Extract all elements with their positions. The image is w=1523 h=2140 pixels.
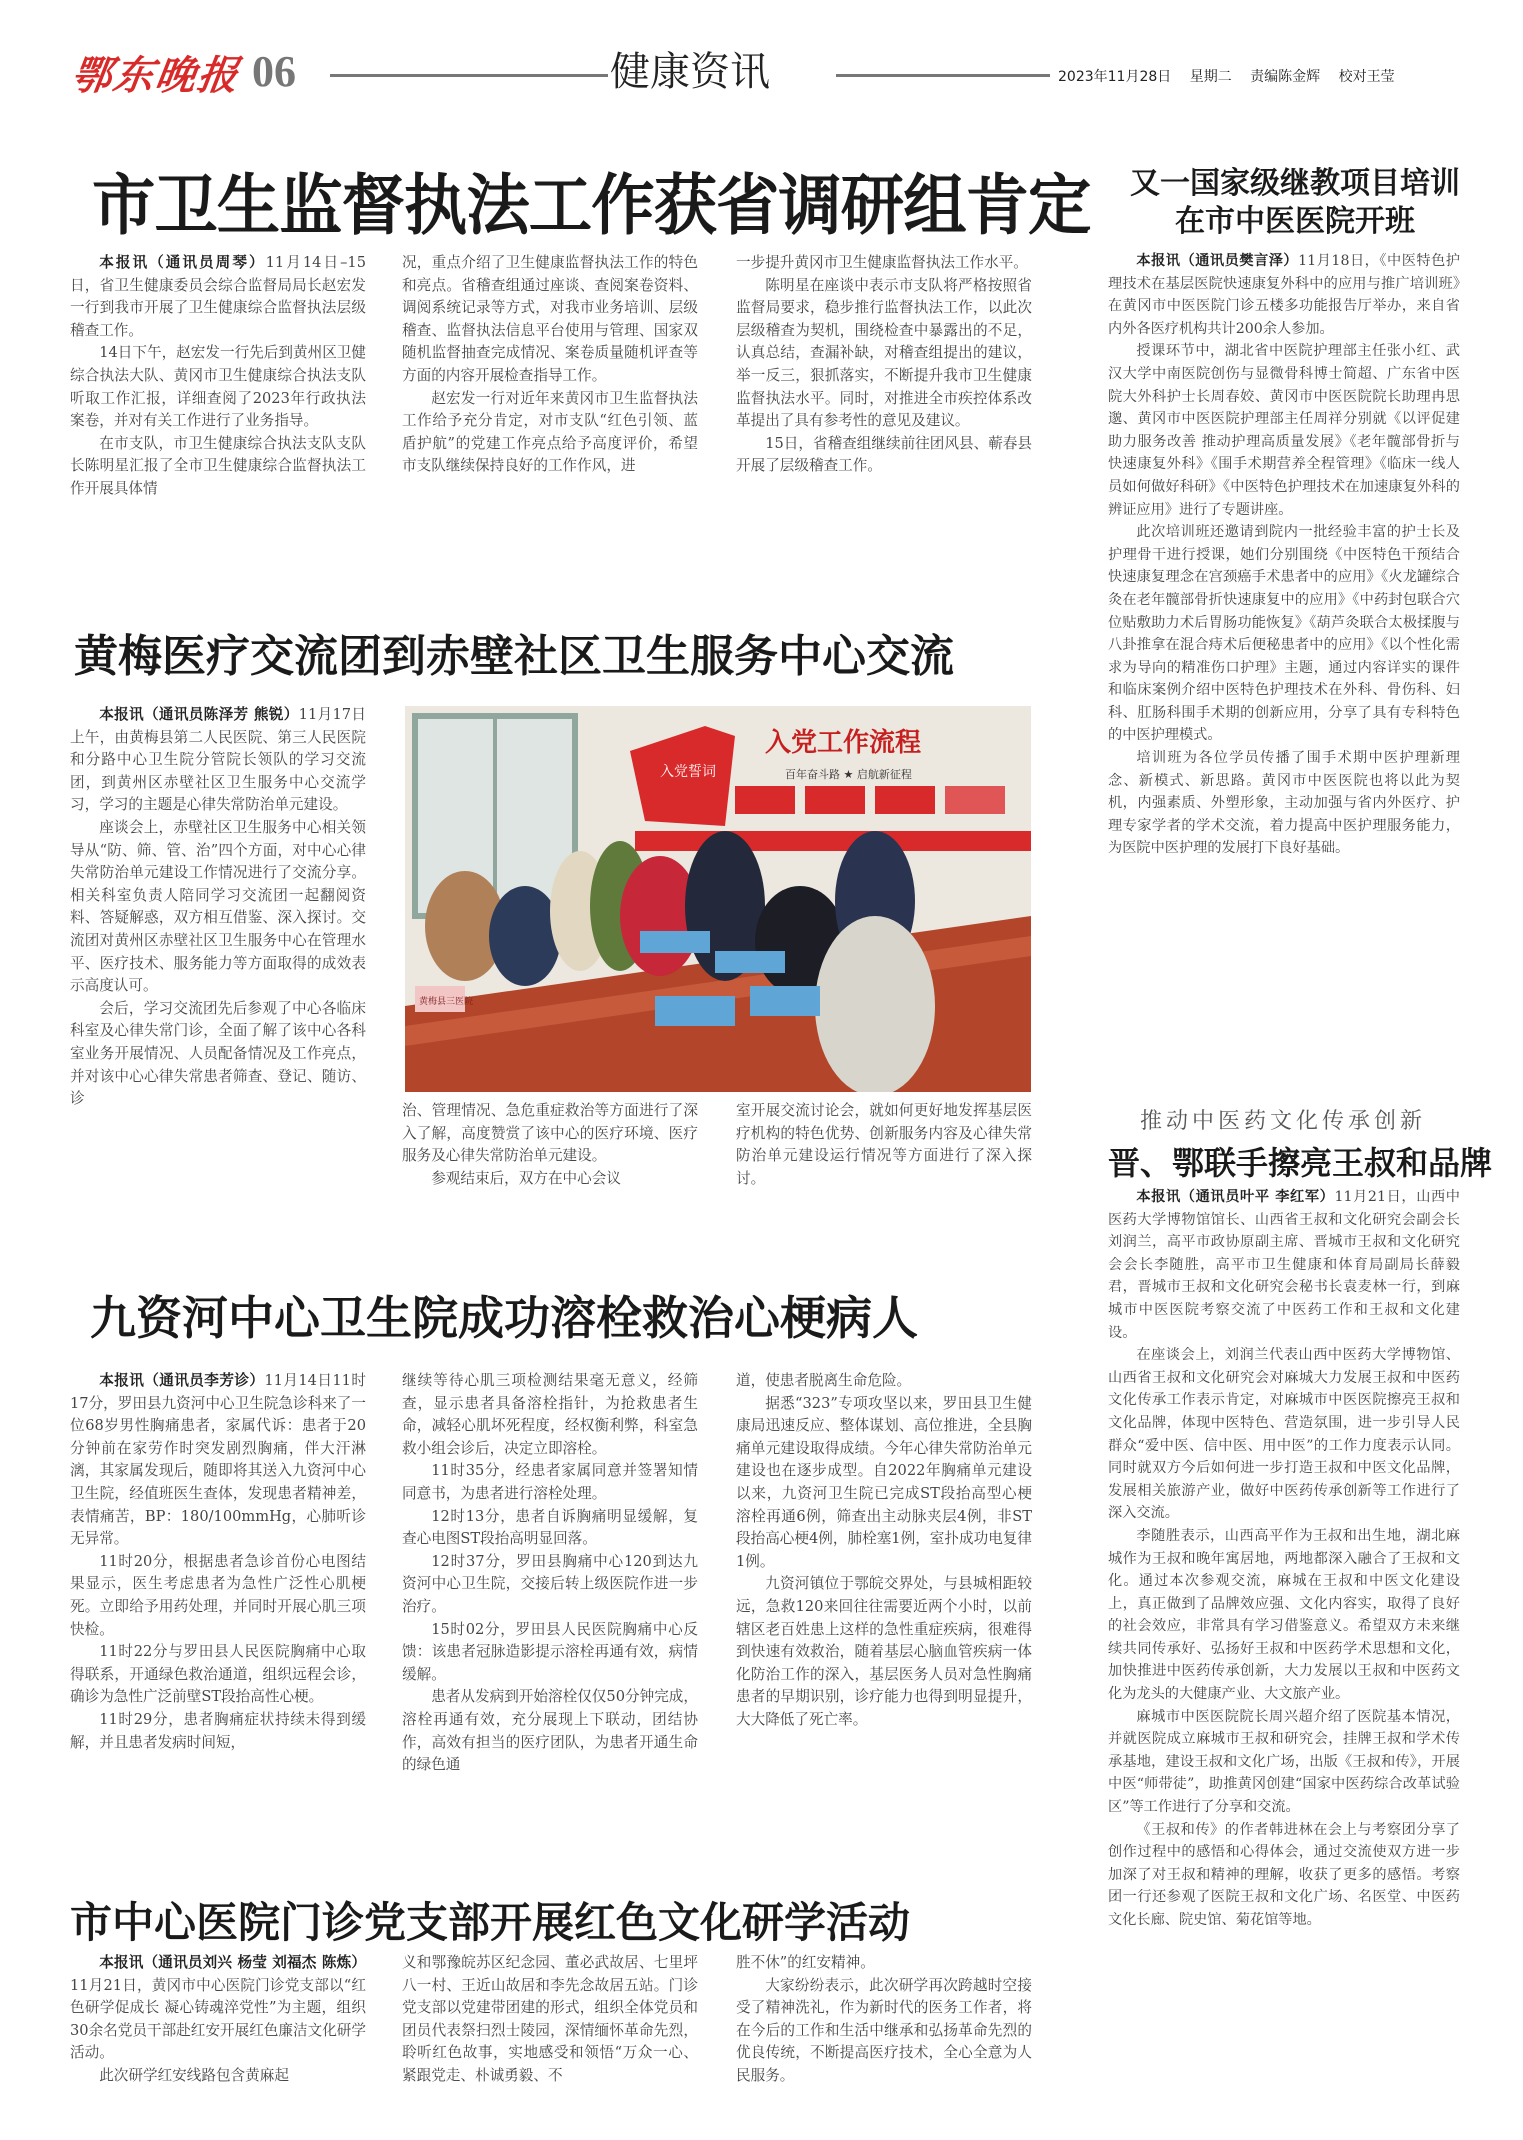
paragraph bbox=[736, 252, 1032, 275]
paragraph bbox=[402, 1506, 698, 1551]
masthead bbox=[0, 0, 1523, 140]
header-rule-left bbox=[330, 74, 608, 77]
paragraph bbox=[402, 1686, 698, 1776]
article-title-line2: 在市中医医院开班 bbox=[1175, 204, 1415, 239]
article-column bbox=[402, 1100, 698, 1190]
article-column bbox=[70, 252, 366, 501]
paragraph-text: 11时22分与罗田县人民医院胸痛中心取得联系，开通绿色救治通道，组织远程会诊，确诊为急性广泛前壁ST段抬高性心梗。 bbox=[70, 1643, 366, 1706]
paragraph-text: 11月17日上午，由黄梅县第二人民医院、第三人民医院和分路中心卫生院分管院长领队的学习交流团，到黄州区赤壁社区卫生服务中心交流学习，学习的主题是心律失常防治单元建设。 bbox=[70, 706, 367, 814]
paragraph bbox=[1108, 747, 1460, 860]
article-title: 市中心医院门诊党支部开展红色文化研学活动 bbox=[70, 1898, 911, 1947]
paragraph-text: 11月21日，山西中医药大学博物馆馆长、山西省王叔和文化研究会副会长刘润兰，高平市政协原副主席、晋城市王叔和文化研究会会长李随胜，高平市卫生健康和体育局副局长薛毅君，晋城市王叔和文化研究会秘书长袁麦林一行，到麻城市中医医院考察交流了中医药工作和王叔和文化建设。 bbox=[1108, 1189, 1460, 1341]
paragraph-text: 11月21日，黄冈市中心医院门诊党支部以“红色研学促成长 凝心铸魂淬党性”为主题，组织30余名党员干部赴红安开展红色廉洁文化研学活动。 bbox=[70, 1976, 366, 2062]
article-column bbox=[736, 1370, 1032, 1732]
paragraph-text: 此次培训班还邀请到院内一批经验丰富的护士长及护理骨干进行授课，她们分别围绕《中医特色干预结合快速康复理念在宫颈癌手术患者中的应用》《火龙罐综合灸在老年髋部骨折快速康复中的应用》《中药封包联合穴位贴敷助力术后胃肠功能恢复》《葫芦灸联合太极揉腹与八卦推拿在混合痔术后便秘患者中的应用》《以个性化需求为导向的精准伤口护理》主题，通过内容详实的课件和临床案例介绍中医特色护理技术在外科、骨伤科、妇科、肛肠科围手术期的创新应用，分享了具有专科特色的中医护理模式。 bbox=[1108, 524, 1460, 744]
svg-text:入党工作流程: 入党工作流程 bbox=[765, 728, 922, 758]
paragraph-text: 治、管理情况、急危重症救治等方面进行了深入了解，高度赞赏了该中心的医疗环境、医疗服务及心律失常防治单元建设。 bbox=[402, 1102, 698, 1165]
svg-text:百年奋斗路 ★ 启航新征程: 百年奋斗路 ★ 启航新征程 bbox=[785, 768, 912, 781]
article-column bbox=[736, 1100, 1032, 1190]
paragraph bbox=[1108, 250, 1460, 340]
article-column bbox=[70, 1370, 366, 1754]
paragraph-text: 11月14日11时17分，罗田县九资河中心卫生院急诊科来了一位68岁男性胸痛患者，家属代诉：患者于20分钟前在家劳作时突发剧烈胸痛，伴大汗淋漓，其家属发现后，随即将其送入九资河中心卫生院，经值班医生查体，发现患者精神差，表情痛苦，BP：180/100mmHg，心肺听诊无异常。 bbox=[70, 1372, 366, 1548]
editor-credit: 责编陈金辉 bbox=[1250, 69, 1321, 85]
paragraph-text: 在座谈会上，刘润兰代表山西中医药大学博物馆、山西省王叔和文化研究会对麻城大力发展王叔和中医药文化传承工作表示肯定，对麻城市中医医院擦亮王叔和文化品牌，体现中医特色、营造氛围，进一步引导人民群众“爱中医、信中医、用中医”的工作力度表示认同。同时就双方今后如何进一步打造王叔和中医文化品牌，发展相关旅游产业，做好中医药传承创新等工作进行了深入交流。 bbox=[1108, 1347, 1460, 1522]
proofreader-credit: 校对王莹 bbox=[1338, 69, 1395, 85]
article-title: 九资河中心卫生院成功溶栓救治心梗病人 bbox=[90, 1291, 918, 1345]
paragraph bbox=[402, 252, 698, 388]
paragraph bbox=[402, 1460, 698, 1505]
paragraph-text: 况，重点介绍了卫生健康监督执法工作的特色和亮点。省稽查组通过座谈、查阅案卷资料、调阅系统记录等方式，对我市业务培训、层级稽查、监督执法信息平台使用与管理、国家双随机监督抽查完成情况、案卷质量随机评查等方面的内容开展检查指导工作。 bbox=[402, 254, 698, 384]
article-title-line1: 又一国家级继教项目培训 bbox=[1130, 166, 1460, 201]
dateline: 本报讯（通讯员周琴） bbox=[99, 254, 266, 271]
paragraph bbox=[70, 1370, 366, 1551]
paragraph bbox=[70, 433, 366, 501]
paragraph bbox=[70, 1709, 366, 1754]
article-photo bbox=[405, 706, 1031, 1092]
meeting-photo-icon bbox=[405, 706, 1031, 1092]
article-column bbox=[1108, 250, 1460, 860]
article-column bbox=[736, 1952, 1032, 2088]
article-column bbox=[402, 1952, 698, 2088]
paragraph-text: 15时02分，罗田县人民医院胸痛中心反馈：该患者冠脉造影提示溶栓再通有效，病情缓解。 bbox=[402, 1620, 698, 1683]
paragraph-text: 李随胜表示，山西高平作为王叔和出生地，湖北麻城作为王叔和晚年寓居地，两地都深入融合了王叔和文化。通过本次参观交流，麻城在王叔和中医文化建设上，真正做到了品牌效应强、文化内容实，取得了良好的社会效应，非常具有学习借鉴意义。希望双方未来继续共同传承好、弘扬好王叔和中医药学术思想和文化，加快推进中医药传承创新，大力发展以王叔和中医药文化为龙头的大健康产业、大文旅产业。 bbox=[1108, 1527, 1460, 1703]
paragraph-text: 参观结束后，双方在中心会议 bbox=[431, 1169, 621, 1187]
svg-text:黄梅县三医院: 黄梅县三医院 bbox=[419, 997, 474, 1007]
paragraph bbox=[70, 2065, 366, 2088]
paragraph bbox=[70, 998, 366, 1111]
paragraph-text: 会后，学习交流团先后参观了中心各临床科室及心律失常门诊，全面了解了该中心各科室业务开展情况、人员配备情况及工作亮点，并对该中心心律失常患者筛查、登记、随访、诊 bbox=[70, 999, 366, 1108]
section-title: 健康资讯 bbox=[610, 49, 770, 95]
paragraph bbox=[70, 252, 366, 342]
paragraph-text: 11月14日–15日，省卫生健康委员会综合监督局局长赵宏发一行到我市开展了卫生健康综合监督执法层级稽查工作。 bbox=[70, 254, 366, 339]
paragraph bbox=[736, 1370, 1032, 1393]
paragraph bbox=[70, 1952, 366, 2065]
issue-meta bbox=[1058, 66, 1409, 86]
paragraph bbox=[736, 1393, 1032, 1574]
paragraph bbox=[1108, 1344, 1460, 1525]
paragraph-text: 《王叔和传》的作者韩进林在会上与考察团分享了创作过程中的感悟和心得体会，通过交流使双方进一步加深了对王叔和精神的理解，收获了更多的感悟。考察团一行还参观了医院王叔和文化广场、名医堂、中医药文化长廊、院史馆、菊花馆等地。 bbox=[1108, 1821, 1460, 1928]
paragraph bbox=[402, 1551, 698, 1619]
article-column bbox=[70, 704, 366, 1111]
newspaper-logo: 鄂东晚报 bbox=[68, 52, 243, 99]
paragraph bbox=[402, 1168, 698, 1191]
paragraph-text: 室开展交流讨论会，就如何更好地发挥基层医疗机构的特色优势、创新服务内容及心律失常防治单元建设运行情况等方面进行了深入探讨。 bbox=[736, 1102, 1032, 1187]
svg-text:入党誓词: 入党誓词 bbox=[660, 764, 716, 780]
issue-weekday: 星期二 bbox=[1189, 69, 1232, 85]
article-subtitle: 推动中医药文化传承创新 bbox=[1140, 1109, 1427, 1134]
paragraph bbox=[736, 1952, 1032, 1975]
article-title: 晋、鄂联手擦亮王叔和品牌 bbox=[1108, 1144, 1493, 1182]
paragraph bbox=[736, 1573, 1032, 1731]
article-column bbox=[70, 1952, 366, 2088]
paragraph-text: 在市支队，市卫生健康综合执法支队支队长陈明星汇报了全市卫生健康综合监督执法工作开展具体情 bbox=[70, 434, 366, 497]
paragraph-text: 11时20分，根据患者急诊首份心电图结果显示，医生考虑患者为急性广泛性心肌梗死。立即给予用药处理，并同时开展心肌三项快检。 bbox=[70, 1552, 366, 1638]
dateline: 本报讯（通讯员刘兴 杨莹 刘福杰 陈炼） bbox=[99, 1954, 366, 1971]
header-rule-right bbox=[836, 74, 1050, 77]
paragraph-text: 12时13分，患者自诉胸痛明显缓解，复查心电图ST段抬高明显回落。 bbox=[402, 1507, 698, 1548]
paragraph-text: 培训班为各位学员传播了围手术期中医护理新理念、新模式、新思路。黄冈市中医医院也将以此为契机，内强素质、外塑形象，主动加强与省内外医疗、护理专家学者的学术交流，着力提高中医护理服务能力，为医院中医护理的发展打下良好基础。 bbox=[1108, 750, 1460, 857]
paragraph bbox=[402, 1370, 698, 1460]
paragraph bbox=[1108, 521, 1460, 747]
paragraph bbox=[736, 1100, 1032, 1190]
paragraph-text: 11月18日，《中医特色护理技术在基层医院快速康复外科中的应用与推广培训班》在黄冈市中医医院门诊五楼多功能报告厅举办，来自省内外各医疗机构共计200余人参加。 bbox=[1108, 253, 1460, 337]
paragraph-text: 九资河镇位于鄂皖交界处，与县城相距较远，急救120来回往往需要近两个小时，以前辖区老百姓患上这样的急性重症疾病，很难得到快速有效救治，随着基层心脑血管疾病一体化防治工作的深入，基层医务人员对急性胸痛患者的早期识别，诊疗能力也得到明显提升，大大降低了死亡率。 bbox=[736, 1575, 1032, 1728]
paragraph-text: 义和鄂豫皖苏区纪念园、董必武故居、七里坪八一村、王近山故居和李先念故居五站。门诊党支部以党建带团建的形式，组织全体党员和团员代表祭扫烈士陵园，深情缅怀革命先烈，聆听红色故事，实地感受和领悟“万众一心、紧跟党走、朴诚勇毅、不 bbox=[402, 1954, 698, 2084]
paragraph-text: 15日，省稽查组继续前往团风县、蕲春县开展了层级稽查工作。 bbox=[736, 434, 1032, 475]
paragraph bbox=[402, 1952, 698, 2088]
paragraph-text: 12时37分，罗田县胸痛中心120到达九资河中心卫生院，交接后转上级医院作进一步治疗。 bbox=[402, 1552, 698, 1615]
paragraph bbox=[1108, 340, 1460, 521]
article-column bbox=[402, 1370, 698, 1777]
issue-date: 2023年11月28日 bbox=[1058, 69, 1172, 85]
paragraph bbox=[402, 1100, 698, 1168]
dateline: 本报讯（通讯员李芳诊） bbox=[99, 1372, 265, 1389]
paragraph bbox=[70, 817, 366, 998]
paragraph-text: 11时35分，经患者家属同意并签署知情同意书，为患者进行溶栓处理。 bbox=[402, 1462, 698, 1502]
paragraph bbox=[1108, 1186, 1460, 1344]
dateline: 本报讯（通讯员樊言泽） bbox=[1136, 253, 1299, 269]
article-title: 市卫生监督执法工作获省调研组肯定 bbox=[92, 167, 1091, 244]
paragraph bbox=[1108, 1706, 1460, 1819]
paragraph-text: 陈明星在座谈中表示市支队将严格按照省监督局要求，稳步推行监督执法工作，以此次层级稽查为契机，围绕检查中暴露出的不足，认真总结，查漏补缺，对稽查组提出的建议，举一反三，狠抓落实，不断提升我市卫生健康监督执法水平。同时，对推进全市疾控体系改革提出了具有参考性的意见及建议。 bbox=[736, 276, 1032, 430]
paragraph-text: 14日下午，赵宏发一行先后到黄州区卫健综合执法大队、黄冈市卫生健康综合执法支队听取工作汇报，详细查阅了2023年行政执法案卷，并对有关工作进行了业务指导。 bbox=[70, 344, 366, 430]
paragraph bbox=[1108, 1525, 1460, 1706]
paragraph-text: 麻城市中医医院院长周兴超介绍了医院基本情况，并就医院成立麻城市王叔和研究会，挂牌王叔和学术传承基地，建设王叔和文化广场，出版《王叔和传》，开展中医“师带徒”，助推黄冈创建“国家中医药综合改革试验区”等工作进行了分享和交流。 bbox=[1108, 1708, 1460, 1816]
paragraph-text: 患者从发病到开始溶栓仅仅50分钟完成，溶栓再通有效，充分展现上下联动，团结协作，高效有担当的医疗团队，为患者开通生命的绿色通 bbox=[402, 1688, 698, 1774]
page-number: 06 bbox=[252, 47, 296, 96]
paragraph bbox=[1108, 1819, 1460, 1932]
paragraph-text: 座谈会上，赤壁社区卫生服务中心相关领导从“防、筛、管、治”四个方面，对中心心律失常防治单元建设工作情况进行了交流分享。相关科室负责人陪同学习交流团一起翻阅资料、答疑解惑，双方相互借鉴、深入探讨。交流团对黄州区赤壁社区卫生服务中心在管理水平、医疗技术、服务能力等方面取得的成效表示高度认可。 bbox=[70, 818, 366, 995]
paragraph-text: 道，使患者脱离生命危险。 bbox=[736, 1372, 912, 1389]
paragraph-text: 大家纷纷表示，此次研学再次跨越时空接受了精神洗礼，作为新时代的医务工作者，将在今后的工作和生活中继承和弘扬革命先烈的优良传统，不断提高医疗技术，全心全意为人民服务。 bbox=[736, 1976, 1032, 2084]
article-column bbox=[736, 252, 1032, 478]
paragraph-text: 此次研学红安线路包含黄麻起 bbox=[99, 2066, 289, 2084]
dateline: 本报讯（通讯员陈泽芳 熊锐） bbox=[99, 706, 299, 723]
paragraph bbox=[736, 1975, 1032, 2088]
paragraph-text: 授课环节中，湖北省中医院护理部主任张小红、武汉大学中南医院创伤与显微骨科博士简超、广东省中医院大外科护士长周春姣、黄冈市中医医院院长助理冉思邈、黄冈市中医医院护理部主任周祥分别就《以评促建 助力服务改善 推动护理高质量发展》《老年髋部骨折与快速康复外科》《围手术期营养全程管理》《临床一线人员如何做好科研》《中医特色护理技术在加速康复外科的辨证应用》进行了专题讲座。 bbox=[1108, 343, 1460, 518]
paragraph bbox=[70, 342, 366, 432]
paragraph-text: 一步提升黄冈市卫生健康监督执法工作水平。 bbox=[736, 254, 1028, 271]
paragraph bbox=[70, 704, 366, 817]
article-column bbox=[402, 252, 698, 478]
paragraph bbox=[736, 275, 1032, 433]
article-title: 黄梅医疗交流团到赤壁社区卫生服务中心交流 bbox=[74, 631, 954, 682]
dateline: 本报讯（通讯员叶平 李红军） bbox=[1136, 1189, 1335, 1205]
paragraph-text: 11时29分，患者胸痛症状持续未得到缓解，并且患者发病时间短， bbox=[70, 1710, 366, 1751]
paragraph bbox=[402, 1619, 698, 1687]
paragraph-text: 据悉“323”专项攻坚以来，罗田县卫生健康局迅速反应、整体谋划、高位推进，全县胸痛单元建设取得成绩。今年心律失常防治单元建设也在逐步成型。自2022年胸痛单元建设以来，九资河卫生院已完成ST段抬高型心梗溶栓再通6例，筛查出主动脉夹层4例，非ST段抬高心梗4例，肺栓塞1例，室扑成功电复律1例。 bbox=[736, 1394, 1032, 1570]
paragraph-text: 赵宏发一行对近年来黄冈市卫生监督执法工作给予充分肯定，对市支队“红色引领、蓝盾护航”的党建工作亮点给予高度评价，希望市支队继续保持良好的工作作风，进 bbox=[402, 389, 698, 475]
paragraph-text: 胜不休”的红安精神。 bbox=[736, 1954, 875, 1971]
paragraph bbox=[70, 1551, 366, 1641]
paragraph bbox=[402, 388, 698, 478]
paragraph bbox=[736, 433, 1032, 478]
article-column bbox=[1108, 1186, 1460, 1932]
paragraph-text: 继续等待心肌三项检测结果毫无意义，经筛查，显示患者具备溶栓指针，为抢救患者生命，减轻心肌坏死程度，经权衡利弊，科室急救小组会诊后，决定立即溶栓。 bbox=[402, 1372, 698, 1457]
paragraph bbox=[70, 1641, 366, 1709]
